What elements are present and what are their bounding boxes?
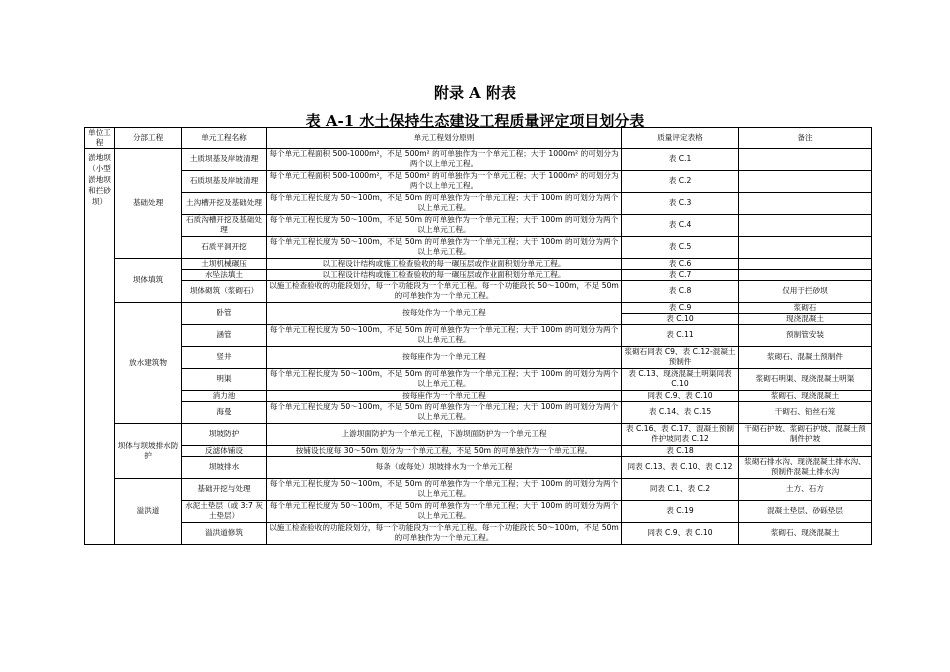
remarks-cell: 浆砌石明渠、现浇混凝土明渠 [739,368,872,390]
unit-name-cell: 基础开挖与处理 [182,478,267,500]
form-cell: 表 C.1 [622,148,739,170]
form-cell: 表 C.8 [622,280,739,302]
table-row [85,258,872,269]
table-row [85,280,872,302]
form-cell: 浆砌石同表 C9、表 C.12-混凝土预制件 [622,346,739,368]
header-principle: 单元工程划分原则 [267,128,622,149]
remarks-cell [739,170,872,192]
remarks-cell [739,192,872,214]
principle-cell: 每个单元工程长度为 50～100m，不足 50m 的可单独作为一个单元工程；大于 100m 的可划分为两个以上单元工程。 [267,401,622,423]
form-cell: 表 C.4 [622,214,739,236]
remarks-cell [739,214,872,236]
principle-cell: 每个单元工程长度为 50～100m，不足 50m 的可单独作为一个单元工程；大于 100m 的可划分为两个以上单元工程。 [267,214,622,236]
remarks-cell [739,148,872,170]
division-cell: 基础处理 [115,148,182,258]
unit-name-cell: 土坝机械碾压 [182,258,267,269]
form-cell: 同表 C.13、表 C.10、表 C.12 [622,456,739,478]
table-row [85,445,872,456]
unit-name-cell: 消力池 [182,390,267,401]
unit-name-cell: 坝坡防护 [182,423,267,445]
remarks-cell: 浆砌石、混凝土预制件 [739,346,872,368]
table-body [85,148,872,544]
form-cell: 表 C.10 [622,313,739,324]
table-row [85,170,872,192]
form-cell: 表 C.2 [622,170,739,192]
remarks-cell: 现浇混凝土 [739,313,872,324]
unit-name-cell: 海曼 [182,401,267,423]
remarks-cell [739,269,872,280]
unit-name-cell: 石质平洞开挖 [182,236,267,258]
principle-cell: 以工程设计结构或施工检查验收的每一碾压层或作业面积划分单元工程。 [267,258,622,269]
remarks-cell [739,236,872,258]
principle-cell: 每个单元工程长度为 50～100m，不足 50m 的可单独作为一个单元工程；大于 100m 的可划分为两个以上单元工程。 [267,368,622,390]
division-cell: 放水建筑物 [115,302,182,423]
table-row [85,522,872,544]
header-division: 分部工程 [115,128,182,149]
form-cell: 表 C.3 [622,192,739,214]
principle-cell: 按每座作为一个单元工程 [267,346,622,368]
table-row [85,423,872,445]
table-row [85,346,872,368]
table-row [85,236,872,258]
form-cell: 表 C.5 [622,236,739,258]
form-cell: 表 C.18 [622,445,739,456]
table-row [85,302,872,313]
form-cell: 表 C.6 [622,258,739,269]
form-cell: 同表 C.1、表 C.2 [622,478,739,500]
principle-cell: 按每处作为一个单元工程 [267,302,622,324]
table-row [85,368,872,390]
form-cell: 表 C.19 [622,500,739,522]
header-unit-name: 单元工程名称 [182,128,267,149]
unit-project-cell: 淤地坝（小型淤地坝和拦砂坝） [85,148,115,544]
remarks-cell [739,258,872,269]
remarks-cell: 仅用于拦砂坝 [739,280,872,302]
table-row [85,390,872,401]
table-row [85,478,872,500]
unit-name-cell: 竖井 [182,346,267,368]
form-cell: 表 C.11 [622,324,739,346]
unit-name-cell: 坝坡排水 [182,456,267,478]
form-cell: 表 C.13、现浇混凝土明渠同表 C.10 [622,368,739,390]
unit-name-cell: 石质坝基及岸坡清理 [182,170,267,192]
division-cell: 坝体与坝坡排水防护 [115,423,182,478]
unit-name-cell: 水泥土垫层（或 3:7 灰土垫层） [182,500,267,522]
header-row [85,128,872,149]
remarks-cell: 浆砌石、现浇混凝土 [739,522,872,544]
table-row [85,192,872,214]
remarks-cell: 预制管安装 [739,324,872,346]
header-unit-project: 单位工程 [85,128,115,149]
unit-name-cell: 石质沟槽开挖及基础处理 [182,214,267,236]
table-row [85,401,872,423]
principle-cell: 以施工检查验收的功能段划分，每一个功能段为一个单元工程。每一个功能段长 50～100m，不足 50m 的可单独作为一个单元工程。 [267,280,622,302]
division-table [84,127,872,545]
remarks-cell: 干砌石、铅丝石笼 [739,401,872,423]
unit-name-cell: 溢洪道修筑 [182,522,267,544]
principle-cell: 每个单元工程长度为 50～100m，不足 50m 的可单独作为一个单元工程；大于 100m 的可划分为两个以上单元工程。 [267,478,622,500]
unit-name-cell: 明渠 [182,368,267,390]
form-cell: 表 C.14、表 C.15 [622,401,739,423]
remarks-cell: 土方、石方 [739,478,872,500]
table-row [85,269,872,280]
appendix-title: 附录 A 附表 [433,84,517,102]
unit-name-cell: 涵管 [182,324,267,346]
unit-name-cell: 卧管 [182,302,267,324]
division-cell: 坝体填筑 [115,258,182,302]
principle-cell: 每个单元工程面积 500-1000m²，不足 500m² 的可单独作为一个单元工程；大于 1000m² 的可划分为两个以上单元工程。 [267,170,622,192]
table-row [85,456,872,478]
principle-cell: 以工程设计结构或施工检查验收的每一碾压层或作业面积划分单元工程。 [267,269,622,280]
table-row [85,214,872,236]
principle-cell: 每个单元工程长度为 50～100m，不足 50m 的可单独作为一个单元工程；大于 100m 的可划分为两个以上单元工程。 [267,192,622,214]
table-title: 表 A-1 水土保持生态建设工程质量评定项目划分表 [305,112,645,130]
form-cell: 表 C.7 [622,269,739,280]
remarks-cell: 混凝土垫层、砂砾垫层 [739,500,872,522]
principle-cell: 上游坝面防护为一个单元工程，下游坝面防护为一个单元工程 [267,423,622,445]
principle-cell: 按铺设长度每 30～50m 划分为一个单元工程，不足 50m 的可单独作为一个单元工程。 [267,445,622,456]
header-remarks: 备注 [739,128,872,149]
principle-cell: 每个单元工程面积 500-1000m²，不足 500m² 的可单独作为一个单元工程；大于 1000m² 的可划分为两个以上单元工程。 [267,148,622,170]
unit-name-cell: 水坠法填土 [182,269,267,280]
principle-cell: 每条（或每处）坝坡排水为一个单元工程 [267,456,622,478]
principle-cell: 每个单元工程长度为 50～100m，不足 50m 的可单独作为一个单元工程；大于 100m 的可划分为两个以上单元工程。 [267,500,622,522]
remarks-cell: 浆砌石 [739,302,872,313]
unit-name-cell: 土质坝基及岸坡清理 [182,148,267,170]
remarks-cell: 浆砌石排水沟、现浇混凝土排水沟、预制件混凝土排水沟 [739,456,872,478]
principle-cell: 按每座作为一个单元工程 [267,390,622,401]
remarks-cell: 浆砌石、现浇混凝土 [739,390,872,401]
table-row [85,500,872,522]
form-cell: 同表 C.9、表 C.10 [622,390,739,401]
form-cell: 表 C.16、表 C.17、混凝土预制件护坡同表 C.12 [622,423,739,445]
remarks-cell [739,445,872,456]
form-cell: 表 C.9 [622,302,739,313]
table-row [85,324,872,346]
principle-cell: 每个单元工程长度为 50～100m，不足 50m 的可单独作为一个单元工程；大于 100m 的可划分为两个以上单元工程。 [267,236,622,258]
table-row [85,148,872,170]
principle-cell: 以施工检查验收的功能段划分，每一个功能段为一个单元工程。每一个功能段长 50～100m，不足 50m 的可单独作为一个单元工程。 [267,522,622,544]
division-cell: 溢洪道 [115,478,182,544]
unit-name-cell: 土沟槽开挖及基础处理 [182,192,267,214]
form-cell: 同表 C.9、表 C.10 [622,522,739,544]
header-form: 质量评定表格 [622,128,739,149]
unit-name-cell: 反滤体铺设 [182,445,267,456]
unit-name-cell: 坝体砌筑（浆砌石） [182,280,267,302]
principle-cell: 每个单元工程长度为 50～100m，不足 50m 的可单独作为一个单元工程；大于 100m 的可划分为两个以上单元工程。 [267,324,622,346]
remarks-cell: 干砌石护坡、浆砌石护坡、混凝土预制件护坡 [739,423,872,445]
